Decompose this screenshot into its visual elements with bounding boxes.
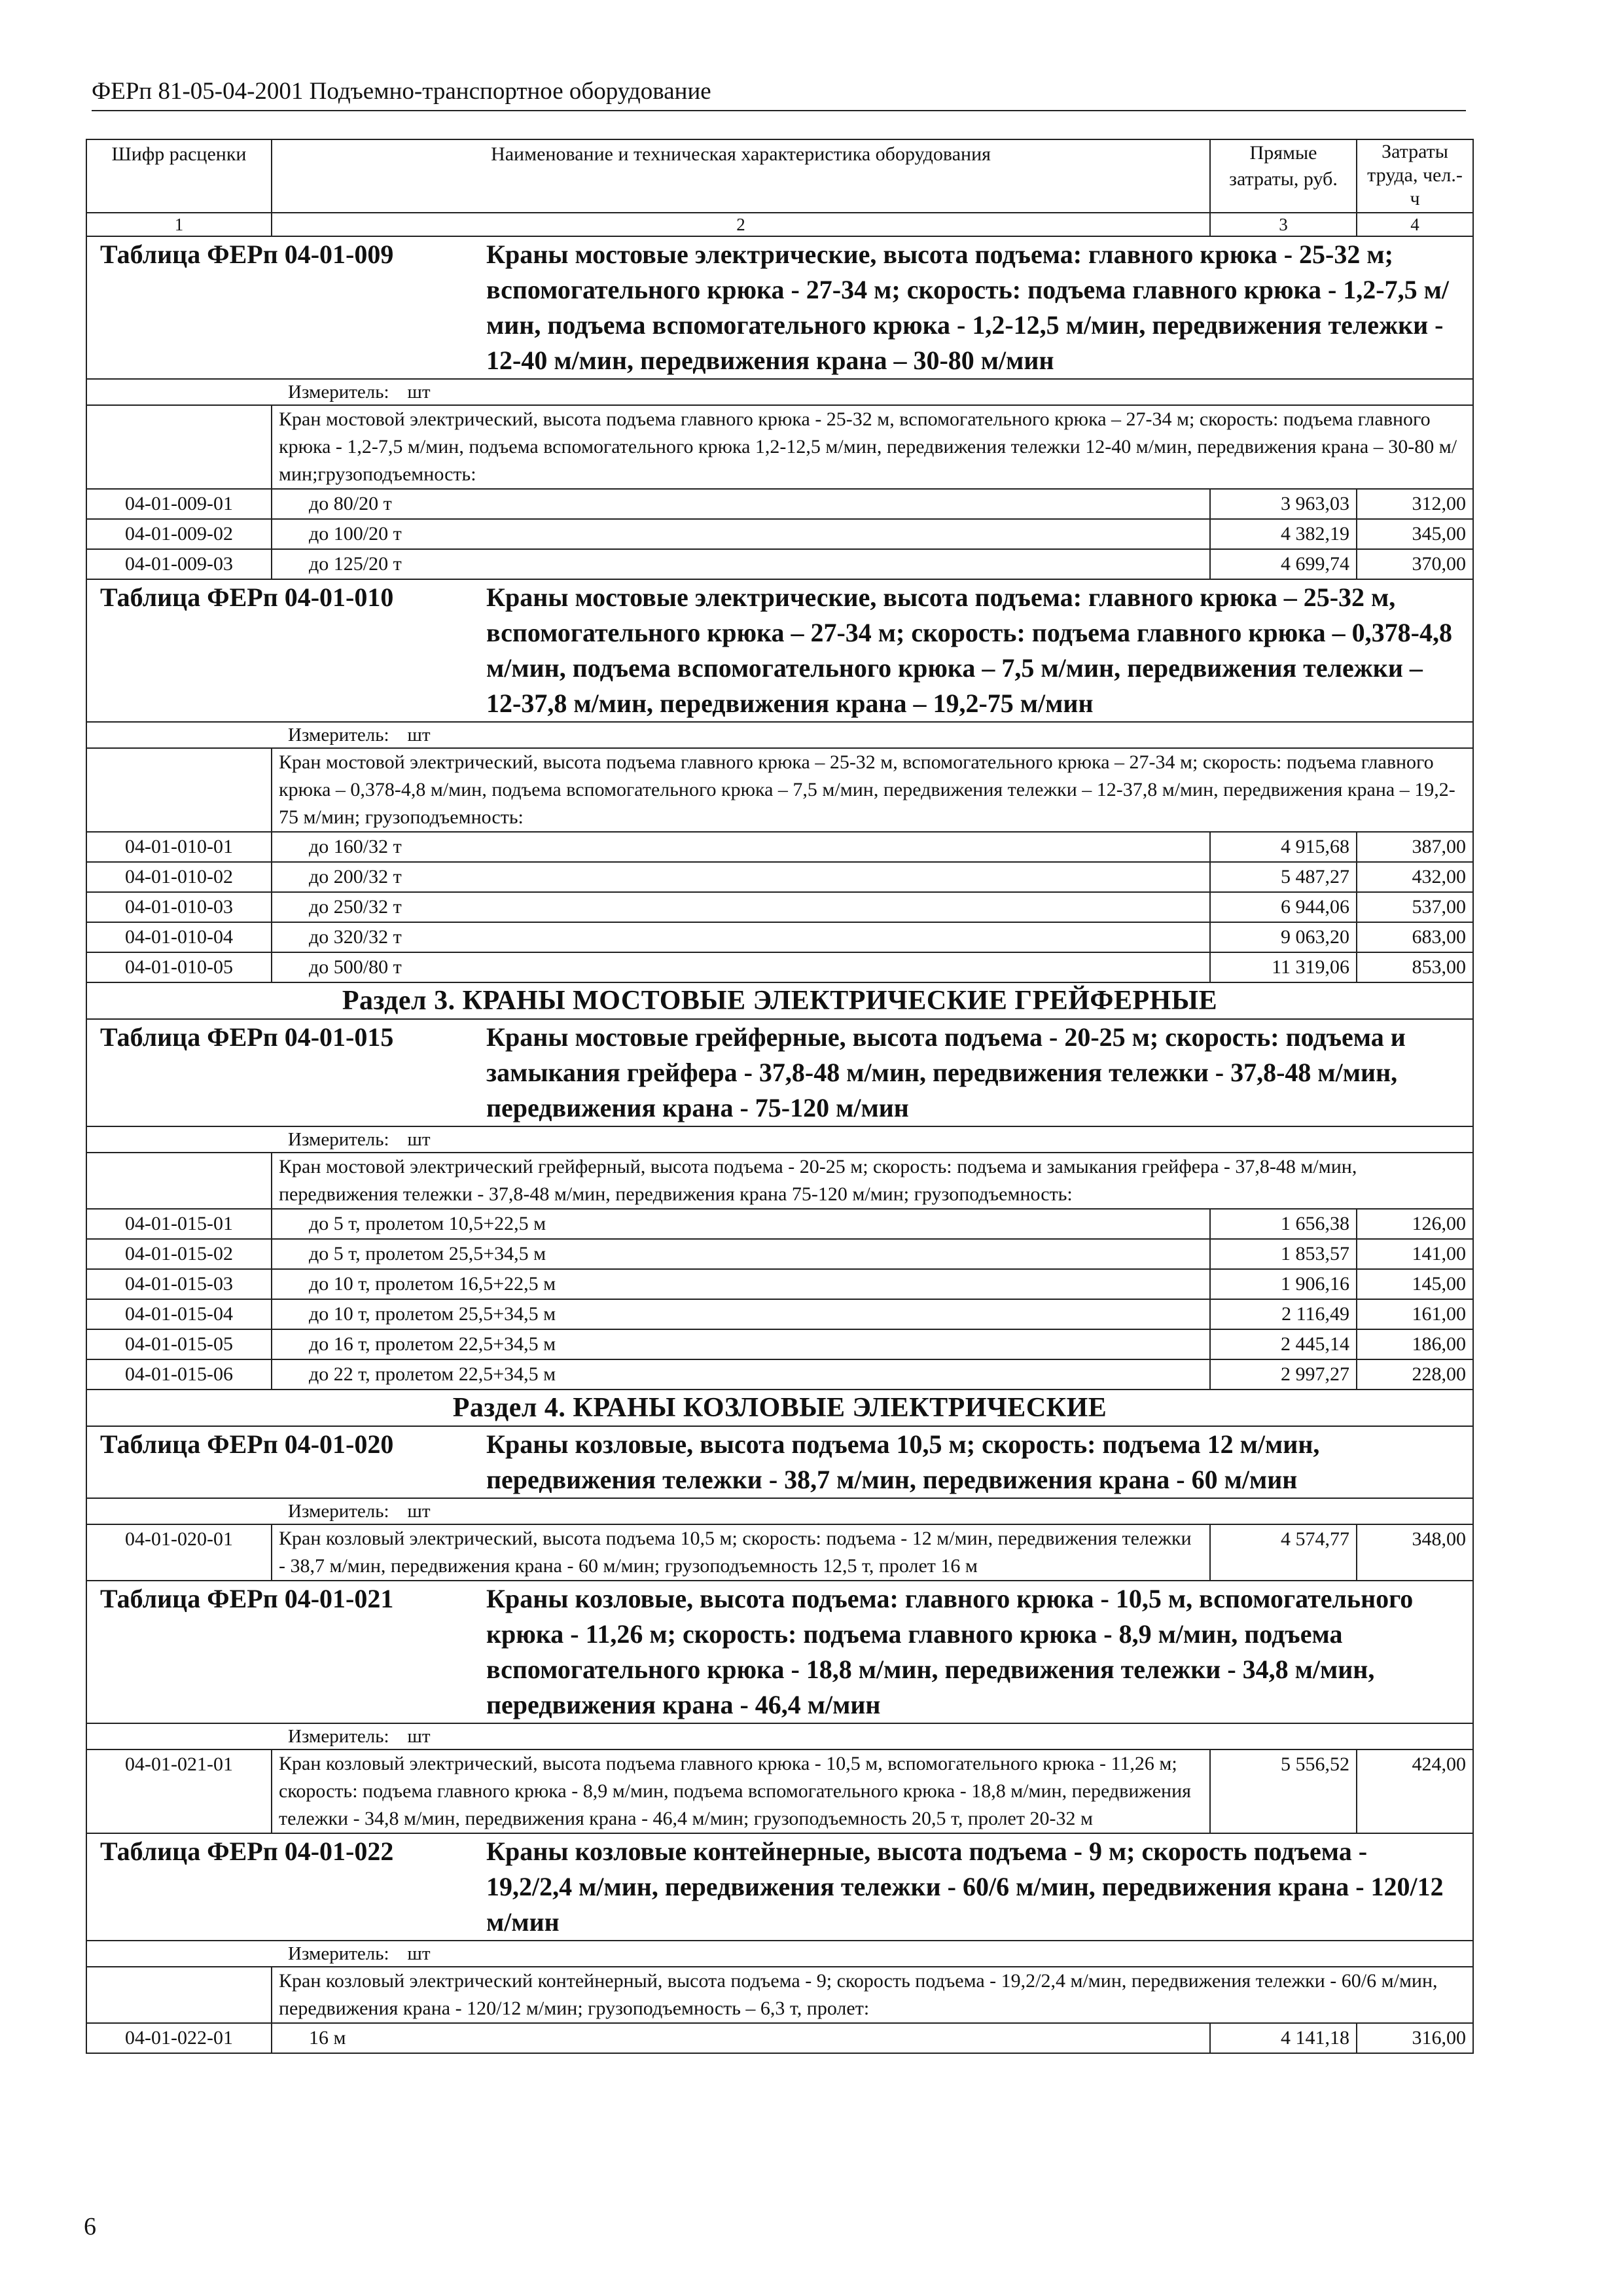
price-table-container — [86, 139, 1472, 2054]
rate-labor: 345,00 — [1357, 519, 1473, 549]
table-row — [86, 519, 1473, 549]
rate-cost: 2 116,49 — [1210, 1299, 1357, 1329]
table-heading-row — [86, 1581, 1473, 1723]
rate-code: 04-01-010-01 — [86, 832, 272, 862]
section-title: Раздел 3. КРАНЫ МОСТОВЫЕ ЭЛЕКТРИЧЕСКИЕ ГРЕЙФЕРНЫЕ — [86, 982, 1473, 1019]
measure-row — [86, 722, 1473, 748]
column-number: 4 — [1357, 213, 1473, 236]
rate-labor: 537,00 — [1357, 892, 1473, 922]
rate-labor: 370,00 — [1357, 549, 1473, 579]
table-row — [86, 832, 1473, 862]
measure-unit: шт — [407, 382, 431, 403]
group-description: Кран мостовой электрический грейферный, высота подъема - 20-25 м; скорость: подъема и замыкания грейфера - 37,8-48 м/мин, передвижения тележки - 37,8-48 м/мин, передвижения крана 75-120 м/мин; грузоподъемность: — [272, 1153, 1473, 1209]
rate-cost: 9 063,20 — [1210, 922, 1357, 952]
rate-name: до 22 т, пролетом 22,5+34,5 м — [272, 1359, 1210, 1390]
section-title: Раздел 4. КРАНЫ КОЗЛОВЫЕ ЭЛЕКТРИЧЕСКИЕ — [86, 1390, 1473, 1426]
page-number: 6 — [84, 2213, 96, 2240]
measure-row — [86, 1498, 1473, 1524]
table-row — [86, 1524, 1473, 1581]
measure-row — [86, 379, 1473, 405]
measure-label: Измеритель: — [288, 1726, 389, 1747]
rate-code: 04-01-010-04 — [86, 922, 272, 952]
table-code: Таблица ФЕРп 04-01-021 — [100, 1584, 394, 1613]
description-row — [86, 405, 1473, 489]
rate-labor: 228,00 — [1357, 1359, 1473, 1390]
rate-code: 04-01-010-03 — [86, 892, 272, 922]
table-row — [86, 489, 1473, 519]
rate-code: 04-01-022-01 — [86, 2023, 272, 2053]
rate-name: до 5 т, пролетом 25,5+34,5 м — [272, 1239, 1210, 1269]
rate-code: 04-01-010-05 — [86, 952, 272, 982]
description-row — [86, 748, 1473, 832]
rate-code: 04-01-021-01 — [86, 1749, 272, 1833]
measure-label: Измеритель: — [288, 1501, 389, 1522]
rate-labor: 186,00 — [1357, 1329, 1473, 1359]
rate-cost: 4 699,74 — [1210, 549, 1357, 579]
table-row — [86, 1269, 1473, 1299]
rate-name: Кран козловый электрический, высота подъема главного крюка - 10,5 м, вспомогательного крюка - 11,26 м; скорость: подъема главного крюка - 8,9 м/мин, подъема вспомогательного крюка - 18,8 м/мин, передвижения тележки - 34,8 м/мин, передвижения крана - 46,4 м/мин; грузоподъемность 20,5 т, пролет 20-32 м — [272, 1749, 1210, 1833]
rate-labor: 348,00 — [1357, 1524, 1473, 1581]
group-description: Кран козловый электрический контейнерный, высота подъема - 9; скорость подъема - 19,2/2,4 м/мин, передвижения тележки - 60/6 м/мин, передвижения крана - 120/12 м/мин; грузоподъемность – 6,3 т, пролет: — [272, 1967, 1473, 2023]
table-title: Краны мостовые грейферные, высота подъема - 20-25 м; скорость: подъема и замыкания грейфера - 37,8-48 м/мин, передвижения тележки - 37,8-48 м/мин, передвижения крана - 75-120 м/мин — [486, 1022, 1406, 1122]
table-title: Краны козловые, высота подъема 10,5 м; скорость: подъема 12 м/мин, передвижения тележки - 38,7 м/мин, передвижения крана - 60 м/мин — [486, 1429, 1320, 1494]
rate-cost: 4 574,77 — [1210, 1524, 1357, 1581]
table-row — [86, 1299, 1473, 1329]
rate-name: до 10 т, пролетом 25,5+34,5 м — [272, 1299, 1210, 1329]
table-row — [86, 549, 1473, 579]
rate-labor: 312,00 — [1357, 489, 1473, 519]
rate-name: до 10 т, пролетом 16,5+22,5 м — [272, 1269, 1210, 1299]
rate-code: 04-01-015-05 — [86, 1329, 272, 1359]
column-number: 1 — [86, 213, 272, 236]
table-title: Краны мостовые электрические, высота подъема: главного крюка – 25-32 м, вспомогательного крюка – 27-34 м; скорость: подъема главного крюка – 0,378-4,8 м/мин, подъема вспомогательного крюка – 7,5 м/мин, передвижения тележки – 12-37,8 м/мин, передвижения крана – 19,2-75 м/мин — [486, 583, 1452, 718]
measure-label: Измеритель: — [288, 1943, 389, 1964]
rate-code: 04-01-009-02 — [86, 519, 272, 549]
rate-code: 04-01-015-03 — [86, 1269, 272, 1299]
section-heading-row — [86, 1390, 1473, 1426]
table-code: Таблица ФЕРп 04-01-015 — [100, 1022, 394, 1052]
rate-code: 04-01-015-04 — [86, 1299, 272, 1329]
group-description: Кран мостовой электрический, высота подъема главного крюка – 25-32 м, вспомогательного крюка – 27-34 м; скорость: подъема главного крюка – 0,378-4,8 м/мин, подъема вспомогательного крюка – 7,5 м/мин, передвижения тележки – 12-37,8 м/мин, передвижения крана – 19,2-75 м/мин; грузоподъемность: — [272, 748, 1473, 832]
page-header: ФЕРп 81-05-04-2001 Подъемно-транспортное оборудование — [92, 77, 1466, 111]
column-header-row — [86, 139, 1473, 213]
rate-labor: 145,00 — [1357, 1269, 1473, 1299]
rate-labor: 387,00 — [1357, 832, 1473, 862]
rate-code: 04-01-010-02 — [86, 862, 272, 892]
rate-labor: 853,00 — [1357, 952, 1473, 982]
rate-code: 04-01-015-01 — [86, 1209, 272, 1239]
table-row — [86, 2023, 1473, 2053]
table-heading-row — [86, 1426, 1473, 1498]
table-row — [86, 1329, 1473, 1359]
rate-labor: 424,00 — [1357, 1749, 1473, 1833]
table-title: Краны мостовые электрические, высота подъема: главного крюка - 25-32 м; вспомогательного крюка - 27-34 м; скорость: подъема главного крюка - 1,2-7,5 м/мин, подъема вспомогательного крюка - 1,2-12,5 м/мин, передвижения тележки - 12-40 м/мин, передвижения крана – 30-80 м/мин — [486, 240, 1449, 375]
measure-row — [86, 1126, 1473, 1153]
measure-label: Измеритель: — [288, 382, 389, 403]
column-header-name: Наименование и техническая характеристика оборудования — [272, 139, 1210, 213]
rate-cost: 1 656,38 — [1210, 1209, 1357, 1239]
group-description: Кран мостовой электрический, высота подъема главного крюка - 25-32 м, вспомогательного крюка – 27-34 м; скорость: подъема главного крюка - 1,2-7,5 м/мин, подъема вспомогательного крюка 1,2-12,5 м/мин, передвижения тележки 12-40 м/мин, передвижения крана – 30-80 м/мин;грузоподъемность: — [272, 405, 1473, 489]
table-title: Краны козловые контейнерные, высота подъема - 9 м; скорость подъема - 19,2/2,4 м/мин, передвижения тележки - 60/6 м/мин, передвижения крана - 120/12 м/мин — [486, 1837, 1444, 1937]
measure-unit: шт — [407, 1726, 431, 1747]
rate-cost: 4 382,19 — [1210, 519, 1357, 549]
rate-name: до 160/32 т — [272, 832, 1210, 862]
table-heading-row — [86, 1019, 1473, 1126]
rate-cost: 1 906,16 — [1210, 1269, 1357, 1299]
rate-name: до 200/32 т — [272, 862, 1210, 892]
measure-row — [86, 1941, 1473, 1967]
rate-code: 04-01-009-03 — [86, 549, 272, 579]
measure-unit: шт — [407, 1943, 431, 1964]
section-heading-row — [86, 982, 1473, 1019]
rate-code: 04-01-009-01 — [86, 489, 272, 519]
column-number: 2 — [272, 213, 1210, 236]
price-table — [86, 139, 1474, 2054]
column-header-cost: Прямые затраты, руб. — [1210, 139, 1357, 213]
rate-name: до 500/80 т — [272, 952, 1210, 982]
rate-code: 04-01-020-01 — [86, 1524, 272, 1581]
rate-name: до 5 т, пролетом 10,5+22,5 м — [272, 1209, 1210, 1239]
rate-cost: 2 997,27 — [1210, 1359, 1357, 1390]
column-header-labor: Затраты труда, чел.-ч — [1357, 139, 1473, 213]
rate-name: до 80/20 т — [272, 489, 1210, 519]
rate-cost: 5 487,27 — [1210, 862, 1357, 892]
column-number: 3 — [1210, 213, 1357, 236]
rate-name: до 320/32 т — [272, 922, 1210, 952]
rate-cost: 4 141,18 — [1210, 2023, 1357, 2053]
table-row — [86, 1209, 1473, 1239]
rate-code: 04-01-015-02 — [86, 1239, 272, 1269]
measure-row — [86, 1723, 1473, 1749]
measure-label: Измеритель: — [288, 1129, 389, 1150]
measure-unit: шт — [407, 1501, 431, 1522]
column-number-row — [86, 213, 1473, 236]
rate-name: 16 м — [272, 2023, 1210, 2053]
rate-labor: 161,00 — [1357, 1299, 1473, 1329]
rate-cost: 6 944,06 — [1210, 892, 1357, 922]
rate-cost: 4 915,68 — [1210, 832, 1357, 862]
rate-name: Кран козловый электрический, высота подъема 10,5 м; скорость: подъема - 12 м/мин, передвижения тележки - 38,7 м/мин, передвижения крана - 60 м/мин; грузоподъемность 12,5 т, пролет 16 м — [272, 1524, 1210, 1581]
table-code: Таблица ФЕРп 04-01-009 — [100, 240, 394, 269]
table-heading-row — [86, 236, 1473, 379]
table-row — [86, 1359, 1473, 1390]
table-code: Таблица ФЕРп 04-01-022 — [100, 1837, 394, 1866]
measure-unit: шт — [407, 725, 431, 745]
column-header-code: Шифр расценки — [86, 139, 272, 213]
table-row — [86, 862, 1473, 892]
rate-labor: 126,00 — [1357, 1209, 1473, 1239]
rate-labor: 683,00 — [1357, 922, 1473, 952]
rate-cost: 1 853,57 — [1210, 1239, 1357, 1269]
rate-labor: 432,00 — [1357, 862, 1473, 892]
rate-code: 04-01-015-06 — [86, 1359, 272, 1390]
rate-cost: 5 556,52 — [1210, 1749, 1357, 1833]
measure-label: Измеритель: — [288, 725, 389, 745]
rate-cost: 11 319,06 — [1210, 952, 1357, 982]
table-row — [86, 922, 1473, 952]
rate-name: до 125/20 т — [272, 549, 1210, 579]
rate-name: до 250/32 т — [272, 892, 1210, 922]
table-code: Таблица ФЕРп 04-01-010 — [100, 583, 394, 612]
rate-labor: 316,00 — [1357, 2023, 1473, 2053]
rate-cost: 2 445,14 — [1210, 1329, 1357, 1359]
description-row — [86, 1153, 1473, 1209]
description-row — [86, 1967, 1473, 2023]
rate-cost: 3 963,03 — [1210, 489, 1357, 519]
table-row — [86, 892, 1473, 922]
table-title: Краны козловые, высота подъема: главного крюка - 10,5 м, вспомогательного крюка - 11,26 м; скорость: подъема главного крюка - 8,9 м/мин, подъема вспомогательного крюка - 18,8 м/мин, передвижения тележки - 34,8 м/мин, передвижения крана - 46,4 м/мин — [486, 1584, 1414, 1719]
table-row — [86, 952, 1473, 982]
table-row — [86, 1749, 1473, 1833]
table-heading-row — [86, 579, 1473, 722]
measure-unit: шт — [407, 1129, 431, 1150]
rate-name: до 16 т, пролетом 22,5+34,5 м — [272, 1329, 1210, 1359]
table-heading-row — [86, 1833, 1473, 1941]
table-code: Таблица ФЕРп 04-01-020 — [100, 1429, 394, 1459]
table-row — [86, 1239, 1473, 1269]
rate-labor: 141,00 — [1357, 1239, 1473, 1269]
rate-name: до 100/20 т — [272, 519, 1210, 549]
